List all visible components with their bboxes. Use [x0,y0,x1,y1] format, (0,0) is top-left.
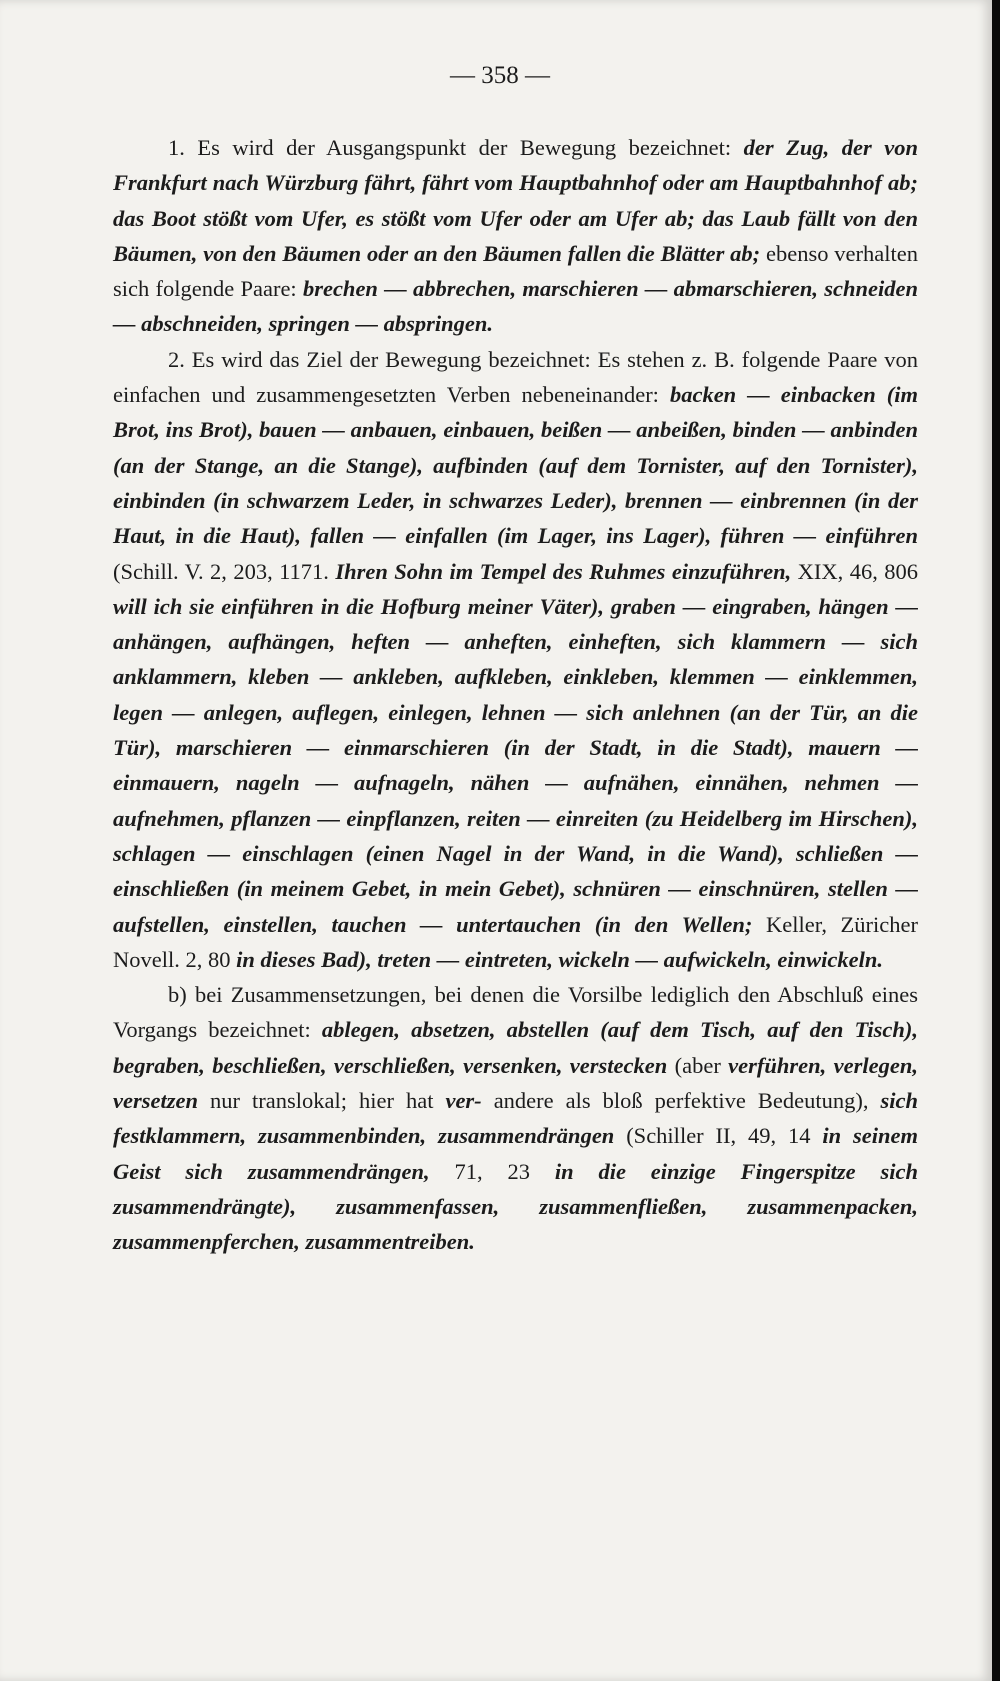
italic-run: will ich sie einführen in die Hofburg meiner Väter), graben — eingraben, hängen — anhängen, aufhängen, heften — anheften, einheften, sich klammern — sich anklammern, kleben — ankleben, aufkleben, einkleben, klemmen — einklemmen, legen — anlegen, auflegen, einlegen, lehnen — sich anlehnen (an der Tür, an die Tür), marschieren — einmarschieren (in der Stadt, in die Stadt), mauern — einmauern, nageln — aufnageln, nähen — aufnähen, einnähen, nehmen — aufnehmen, pflanzen — einpflanzen, reiten — einreiten (zu Heidelberg im Hirschen), schlagen — einschlagen (einen Nagel in der Wand, in die Wand), schließen — einschließen (in meinem Gebet, in mein Gebet), schnüren — einschnüren, stellen — aufstellen, einstellen, tauchen — untertauchen (in den Wellen; [113,593,918,937]
text-run: 2. Es wird das Ziel der Bewegung bezeichnet: Es stehen z. B. folgende Paare von einfachen und zusammengesetzten Verben nebeneinander: [113,346,918,408]
italic-run: backen — einbacken (im Brot, ins Brot), bauen — anbauen, einbauen, beißen — anbeißen, binden — anbinden (an der Stange, an die Stange), aufbinden (auf dem Tornister, auf den Tornister), einbinden (in schwarzem Leder, in schwarzes Leder), brennen — einbrennen (in der Haut, in die Haut), fallen — einfallen (im Lager, ins Lager), führen — einführen [113,382,918,549]
italic-run: in die einzige Fingerspitze sich zusammendrängte), zusammenfassen, zusammenfließen, zusammenpacken, zusammenpferchen, zusammentreiben. [113,1158,919,1255]
italic-run: in seinem Geist sich zusammendrängen, [113,1123,918,1184]
text-run: 71, 23 [429,1158,555,1184]
text-run: XIX, 46, 806 [791,558,918,584]
text-run: (Schill. V. 2, 203, 1171. [113,558,336,584]
text-run: b) bei Zusammensetzungen, bei denen die Vorsilbe lediglich den Abschluß eines Vorgangs bezeichnet: [113,982,918,1043]
italic-run: der Zug, der von Frankfurt nach Würzburg fährt, fährt vom Hauptbahnhof oder am Hauptbahnhof ab; das Boot stößt vom Ufer, es stößt vom Ufer oder am Ufer ab; das Laub fällt von den Bäumen, von den Bäumen oder an den Bäumen fallen die Blätter ab; [113,135,918,266]
text-run: 1. Es wird der Ausgangspunkt der Bewegung bezeichnet: [168,135,744,160]
text-run: ebenso verhalten sich folgende Paare: [113,240,918,302]
text-run: nur translokal; hier hat [197,1088,446,1114]
italic-run: sich festklammern, zusammenbinden, zusammendrängen [113,1088,918,1149]
paragraph-2 [113,342,918,977]
text-run: (Schiller II, 49, 14 [614,1123,823,1149]
text-run: andere als bloß perfektive Bedeutung), [481,1088,881,1114]
italic-run: ver- [445,1088,482,1114]
paragraph-3 [113,977,918,1259]
italic-run: in dieses Bad), treten — eintreten, wickeln — aufwickeln, einwickeln. [236,946,883,972]
paragraph-1 [113,130,918,342]
italic-run: ablegen, absetzen, abstellen (auf dem Tisch, auf den Tisch), begraben, beschließen, verschließen, versenken, verstecken [113,1017,918,1078]
body-text [113,130,918,1260]
page-number: — 358 — [450,62,550,89]
italic-run: brechen — abbrechen, marschieren — abmarschieren, schneiden — abschneiden, springen — abspringen. [113,276,918,337]
italic-run: verführen, verlegen, versetzen [113,1052,918,1114]
italic-run: Ihren Sohn im Tempel des Ruhmes einzuführen, [335,558,792,584]
text-run: Keller, Züricher Novell. 2, 80 [113,911,918,972]
text-run: (aber [667,1052,729,1078]
